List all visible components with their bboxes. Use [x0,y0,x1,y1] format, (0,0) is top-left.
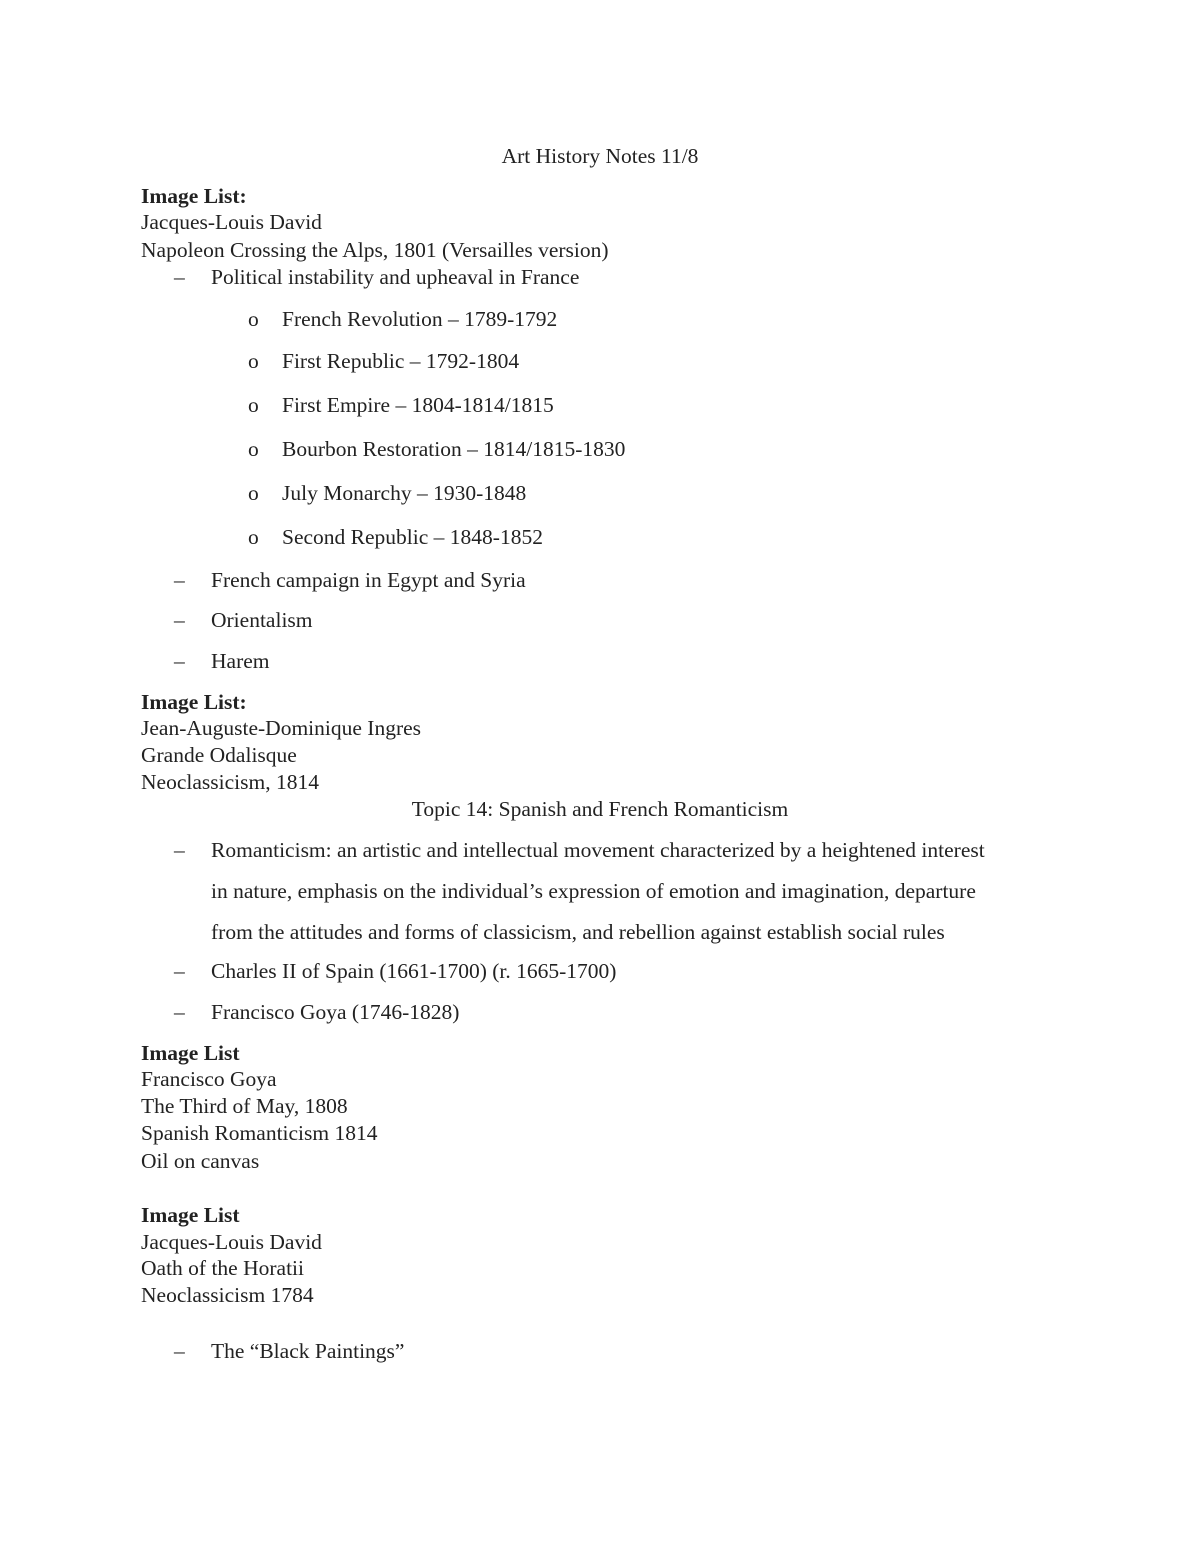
circle-bullet: o [248,349,259,373]
dash-bullet: – [174,838,185,862]
artwork-style: Spanish Romanticism 1814 [141,1121,378,1145]
artist-name: Jacques-Louis David [141,210,322,234]
definition-line: from the attitudes and forms of classicism, and rebellion against establish social rules [211,920,945,944]
section-heading: Image List [141,1203,240,1227]
list-item: Francisco Goya (1746-1828) [211,1000,460,1024]
list-subitem: Bourbon Restoration – 1814/1815-1830 [282,437,626,461]
list-subitem: First Republic – 1792-1804 [282,349,520,373]
artwork-title: Grande Odalisque [141,743,297,767]
list-item: Harem [211,649,270,673]
dash-bullet: – [174,1339,185,1363]
circle-bullet: o [248,307,259,331]
dash-bullet: – [174,959,185,983]
list-item: Political instability and upheaval in France [211,265,580,289]
list-item: The “Black Paintings” [211,1339,405,1363]
definition-line: Romanticism: an artistic and intellectual movement characterized by a heightened interest [211,838,985,862]
list-subitem: First Empire – 1804-1814/1815 [282,393,554,417]
circle-bullet: o [248,525,259,549]
document-title: Art History Notes 11/8 [501,144,699,168]
circle-bullet: o [248,393,259,417]
dash-bullet: – [174,568,185,592]
dash-bullet: – [174,608,185,632]
dash-bullet: – [174,265,185,289]
list-subitem: French Revolution – 1789-1792 [282,307,558,331]
artwork-medium: Oil on canvas [141,1149,260,1173]
section-heading: Image List: [141,690,247,714]
artist-name: Jean-Auguste-Dominique Ingres [141,716,422,740]
topic-title: Topic 14: Spanish and French Romanticism [411,797,789,821]
list-item: Orientalism [211,608,313,632]
artist-name: Jacques-Louis David [141,1230,322,1254]
circle-bullet: o [248,437,259,461]
artwork-title: The Third of May, 1808 [141,1094,348,1118]
artwork-style: Neoclassicism, 1814 [141,770,319,794]
list-item: Charles II of Spain (1661-1700) (r. 1665-1700) [211,959,617,983]
artwork-style: Neoclassicism 1784 [141,1283,314,1307]
list-subitem: July Monarchy – 1930-1848 [282,481,527,505]
circle-bullet: o [248,481,259,505]
section-heading: Image List [141,1041,240,1065]
list-subitem: Second Republic – 1848-1852 [282,525,543,549]
artist-name: Francisco Goya [141,1067,277,1091]
artwork-title: Napoleon Crossing the Alps, 1801 (Versailles version) [141,238,609,262]
dash-bullet: – [174,649,185,673]
section-heading: Image List: [141,184,247,208]
list-item: French campaign in Egypt and Syria [211,568,526,592]
dash-bullet: – [174,1000,185,1024]
artwork-title: Oath of the Horatii [141,1256,304,1280]
definition-line: in nature, emphasis on the individual’s expression of emotion and imagination, departure [211,879,976,903]
